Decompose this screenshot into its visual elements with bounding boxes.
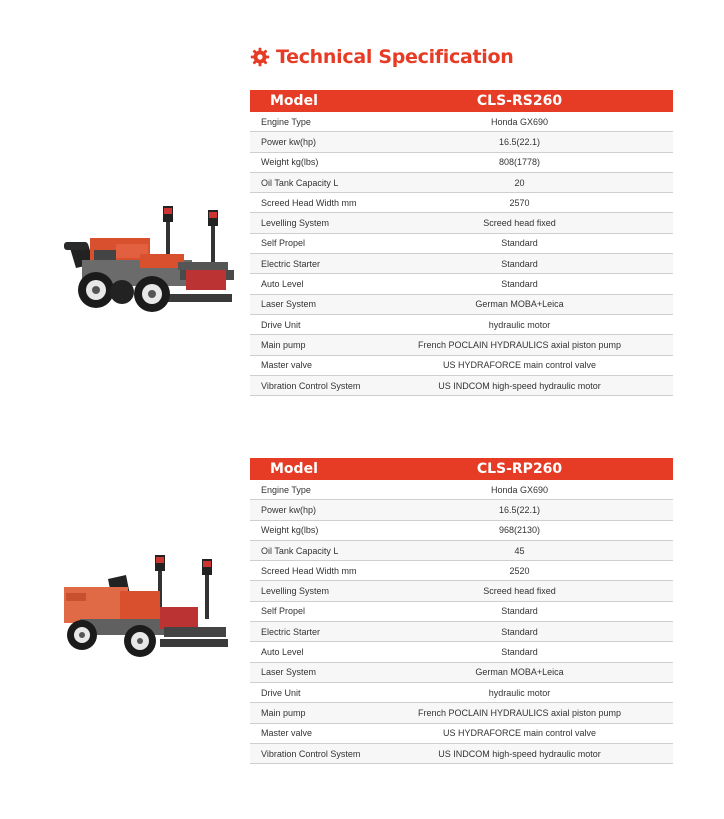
spec-value: Screed head fixed: [483, 586, 556, 597]
table-row: [250, 642, 673, 662]
header-model-label: Model: [270, 461, 318, 477]
table-row: [250, 112, 673, 132]
spec-rows: [250, 480, 673, 764]
spec-label: Vibration Control System: [261, 748, 361, 759]
spec-label: Power kw(hp): [261, 136, 317, 147]
spec-table-header: [250, 458, 673, 480]
spec-value: hydraulic motor: [488, 319, 551, 330]
table-row: [250, 541, 673, 561]
spec-value: 968(2130): [498, 525, 541, 536]
spec-label: Vibration Control System: [261, 380, 361, 391]
spec-label: Master valve: [261, 728, 313, 739]
spec-value: 16.5(22.1): [498, 504, 541, 515]
spec-value: Standard: [501, 258, 538, 269]
spec-value: Honda GX690: [490, 484, 549, 495]
table-row: [250, 193, 673, 213]
spec-label: Levelling System: [261, 218, 330, 229]
spec-value: 808(1778): [498, 157, 541, 168]
spec-value: 45: [514, 545, 525, 556]
spec-label: Weight kg(lbs): [261, 157, 319, 168]
table-row: [250, 213, 673, 233]
spec-label: Laser System: [261, 299, 317, 310]
spec-value: Standard: [501, 238, 538, 249]
table-row: [250, 254, 673, 274]
spec-value: 2520: [509, 565, 530, 576]
spec-value: US INDCOM high-speed hydraulic motor: [438, 380, 601, 391]
spec-label: Oil Tank Capacity L: [261, 177, 339, 188]
spec-value: US INDCOM high-speed hydraulic motor: [438, 748, 601, 759]
spec-label: Engine Type: [261, 116, 311, 127]
table-row: [250, 335, 673, 355]
header-model-value: CLS-RP260: [476, 461, 563, 477]
table-row: [250, 480, 673, 500]
table-row: [250, 663, 673, 683]
table-row: [250, 356, 673, 376]
spec-value: French POCLAIN HYDRAULICS axial piston pump: [417, 707, 622, 718]
spec-label: Auto Level: [261, 647, 304, 658]
spec-label: Self Propel: [261, 238, 306, 249]
spec-label: Levelling System: [261, 586, 330, 597]
laser-screed-machine-rp260-image: [60, 553, 234, 665]
header-model-value: CLS-RS260: [476, 93, 563, 109]
spec-value: 2570: [509, 197, 530, 208]
table-row: [250, 561, 673, 581]
header-model-label: Model: [270, 93, 318, 109]
spec-label: Weight kg(lbs): [261, 525, 319, 536]
table-row: [250, 581, 673, 601]
table-row: [250, 295, 673, 315]
spec-label: Auto Level: [261, 279, 304, 290]
spec-value: Standard: [501, 606, 538, 617]
table-row: [250, 315, 673, 335]
table-row: [250, 683, 673, 703]
spec-value: Standard: [501, 626, 538, 637]
table-row: [250, 602, 673, 622]
spec-value: US HYDRAFORCE main control valve: [442, 728, 597, 739]
spec-table-header: [250, 90, 673, 112]
spec-value: 20: [514, 177, 525, 188]
table-row: [250, 622, 673, 642]
spec-value: 16.5(22.1): [498, 136, 541, 147]
spec-value: Honda GX690: [490, 116, 549, 127]
spec-label: Self Propel: [261, 606, 306, 617]
spec-table-rp260: [250, 458, 673, 764]
table-row: [250, 376, 673, 396]
table-row: [250, 500, 673, 520]
spec-value: Standard: [501, 279, 538, 290]
table-row: [250, 153, 673, 173]
table-row: [250, 274, 673, 294]
table-row: [250, 724, 673, 744]
spec-label: Drive Unit: [261, 687, 301, 698]
spec-label: Electric Starter: [261, 626, 321, 637]
spec-value: German MOBA+Leica: [475, 667, 564, 678]
spec-label: Engine Type: [261, 484, 311, 495]
spec-label: Master valve: [261, 360, 313, 371]
table-row: [250, 132, 673, 152]
spec-value: hydraulic motor: [488, 687, 551, 698]
spec-value: Screed head fixed: [483, 218, 556, 229]
table-row: [250, 744, 673, 764]
spec-label: Main pump: [261, 339, 306, 350]
table-row: [250, 703, 673, 723]
table-row: [250, 234, 673, 254]
spec-label: Drive Unit: [261, 319, 301, 330]
spec-value: Standard: [501, 647, 538, 658]
spec-label: Oil Tank Capacity L: [261, 545, 339, 556]
spec-label: Electric Starter: [261, 258, 321, 269]
spec-rows: [250, 112, 673, 396]
laser-screed-machine-rs260-image: [60, 204, 236, 326]
spec-table-rs260: [250, 90, 673, 396]
spec-label: Laser System: [261, 667, 317, 678]
spec-value: German MOBA+Leica: [475, 299, 564, 310]
spec-label: Screed Head Width mm: [261, 197, 357, 208]
spec-value: French POCLAIN HYDRAULICS axial piston pump: [417, 339, 622, 350]
page-title: Technical Specification: [276, 46, 514, 68]
spec-label: Main pump: [261, 707, 306, 718]
spec-label: Power kw(hp): [261, 504, 317, 515]
spec-label: Screed Head Width mm: [261, 565, 357, 576]
gear-icon: [250, 47, 270, 67]
table-row: [250, 521, 673, 541]
section-heading: [250, 44, 513, 70]
spec-value: US HYDRAFORCE main control valve: [442, 360, 597, 371]
table-row: [250, 173, 673, 193]
